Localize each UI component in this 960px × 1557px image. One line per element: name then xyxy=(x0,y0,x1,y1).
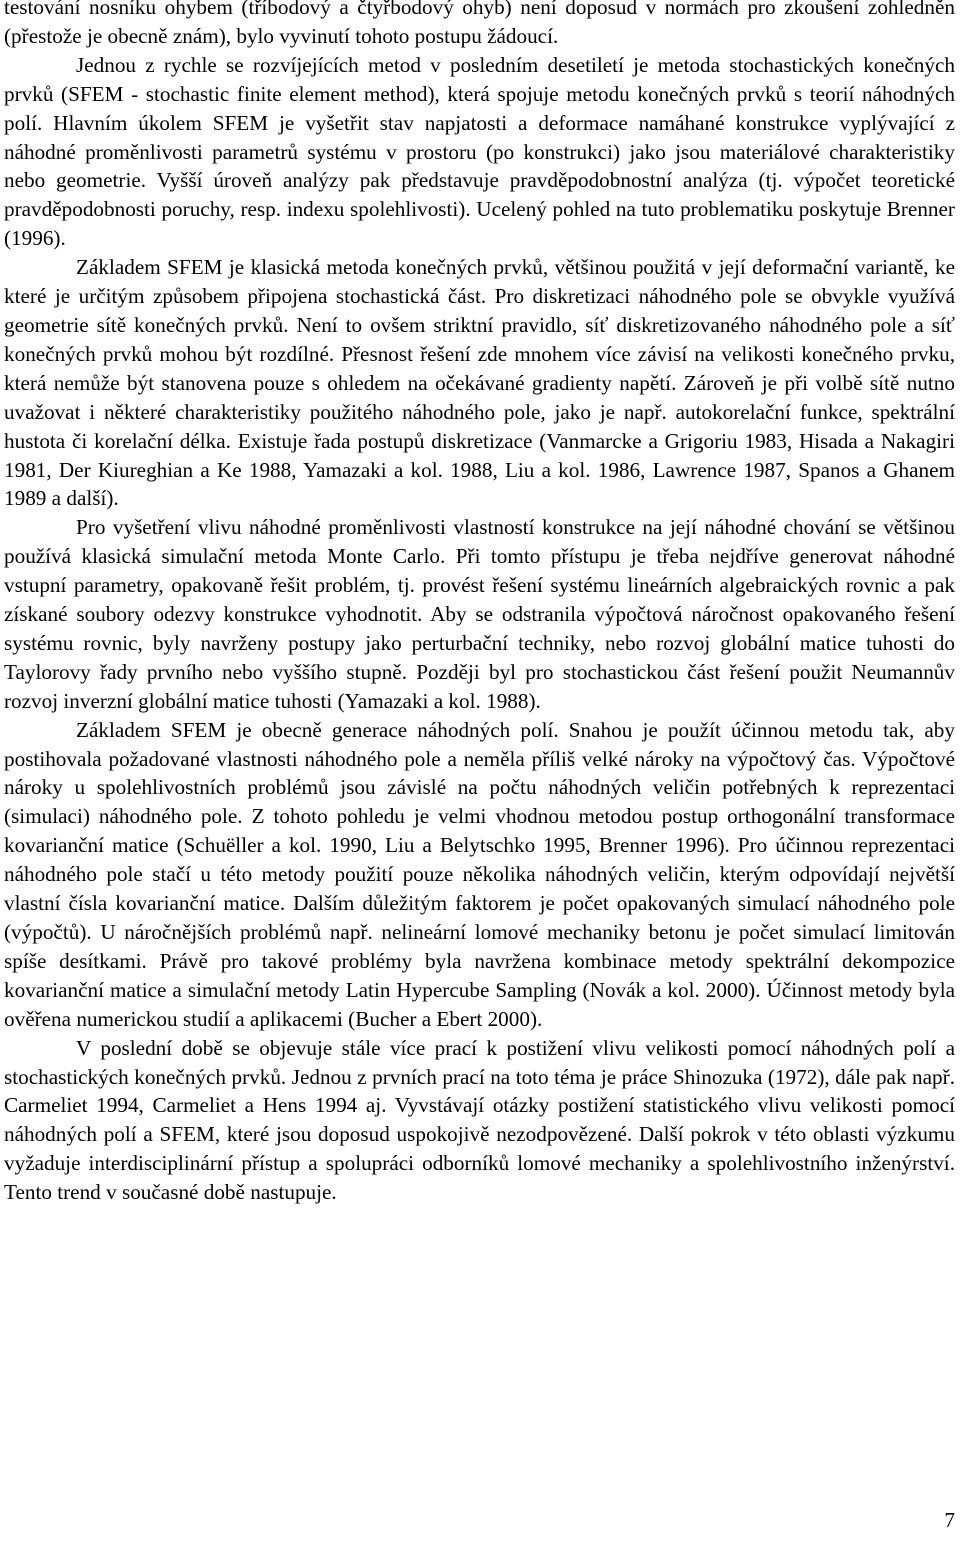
body-text xyxy=(4,0,955,1207)
paragraph-sfem-intro: Jednou z rychle se rozvíjejících metod v posledním desetiletí je metoda stochastických konečných prvků (SFEM - stochastic finite element method), která spojuje metodu konečných prvků s teorií náhodných polí. Hlavním úkolem SFEM je vyšetřit stav napjatosti a deformace namáhané konstrukce vyplývající z náhodné proměnlivosti parametrů systému v prostoru (po konstrukci) jako jsou materiálové charakteristiky nebo geometrie. Vyšší úroveň analýzy pak představuje pravděpodobnostní analýza (tj. výpočet teoretické pravděpodobnosti poruchy, resp. indexu spolehlivosti). Ucelený pohled na tuto problematiku poskytuje Brenner (1996). xyxy=(4,52,955,251)
paragraph-sfem-basis: Základem SFEM je klasická metoda konečných prvků, většinou použitá v její deformační variantě, ke které je určitým způsobem připojena stochastická část. Pro diskretizaci náhodného pole se obvykle využívá geometrie sítě konečných prvků. Není to ovšem striktní pravidlo, síť diskretizovaného náhodného pole a síť konečných prvků mohou být rozdílné. Přesnost řešení zde mnohem více závisí na velikosti konečného prvku, která nemůže být stanovena pouze s ohledem na očekávané gradienty napětí. Zároveň je při volbě sítě nutno uvažovat i některé charakteristiky použitého náhodného pole, jako je např. autokorelační funkce, spektrální hustota či korelační délka. Existuje řada postupů diskretizace (Vanmarcke a Grigoriu 1983, Hisada a Nakagiri 1981, Der Kiureghian a Ke 1988, Yamazaki a kol. 1988, Liu a kol. 1986, Lawrence 1987, Spanos a Ghanem 1989 a další). xyxy=(4,255,955,511)
paragraph-continuation: testování nosníku ohybem (tříbodový a čtyřbodový ohyb) není doposud v normách pro zkoušení zohledněn (přestože je obecně znám), bylo vyvinutí tohoto postupu žádoucí. xyxy=(4,0,955,48)
paragraph-size-effect: V poslední době se objevuje stále více prací k postižení vlivu velikosti pomocí náhodných polí a stochastických konečných prvků. Jednou z prvních prací na toto téma je práce Shinozuka (1972), dále pak např. Carmeliet 1994, Carmeliet a Hens 1994 aj. Vyvstávají otázky postižení statistického vlivu velikosti pomocí náhodných polí a SFEM, které jsou doposud uspokojivě nezodpovězené. Další pokrok v této oblasti výzkumu vyžaduje interdisciplinární přístup a spolupráci odborníků lomové mechaniky a spolehlivostního inženýrství. Tento trend v současné době nastupuje. xyxy=(4,1035,955,1205)
paragraph-random-fields: Základem SFEM je obecně generace náhodných polí. Snahou je použít účinnou metodu tak, aby postihovala požadované vlastnosti náhodného pole a neměla příliš velké nároky na výpočtový čas. Výpočtové nároky u spolehlivostních problémů jsou závislé na počtu náhodných veličin potřebných k reprezentaci (simulaci) náhodného pole. Z tohoto pohledu je velmi vhodnou metodou postup orthogonální transformace kovarianční matice (Schuëller a kol. 1990, Liu a Belytschko 1995, Brenner 1996). Pro účinnou reprezentaci náhodného pole stačí u této metody použití pouze několika náhodných veličin, kterým odpovídají největší vlastní čísla kovarianční matice. Dalším důležitým faktorem je počet opakovaných simulací náhodného pole (výpočtů). U náročnějších problémů např. nelineární lomové mechaniky betonu je počet simulací limitován spíše desítkami. Právě pro takové problémy byla navržena kombinace metody spektrální dekompozice kovarianční matice a simulační metody Latin Hypercube Sampling (Novák a kol. 2000). Účinnost metody byla ověřena numerickou studií a aplikacemi (Bucher a Ebert 2000). xyxy=(4,717,955,1031)
paragraph-monte-carlo: Pro vyšetření vlivu náhodné proměnlivosti vlastností konstrukce na její náhodné chování se většinou používá klasická simulační metoda Monte Carlo. Při tomto přístupu je třeba nejdříve generovat náhodné vstupní parametry, opakovaně řešit problém, tj. provést řešení systému lineárních algebraických rovnic a pak získané soubory odezvy konstrukce vyhodnotit. Aby se odstranila výpočtová náročnost opakovaného řešení systému rovnic, byly navrženy postupy jako perturbační techniky, nebo rozvoj globální matice tuhosti do Taylorovy řady prvního nebo vyššího stupně. Později byl pro stochastickou část řešení použit Neumannův rozvoj inverzní globální matice tuhosti (Yamazaki a kol. 1988). xyxy=(4,515,955,713)
page-number: 7 xyxy=(944,1508,955,1532)
